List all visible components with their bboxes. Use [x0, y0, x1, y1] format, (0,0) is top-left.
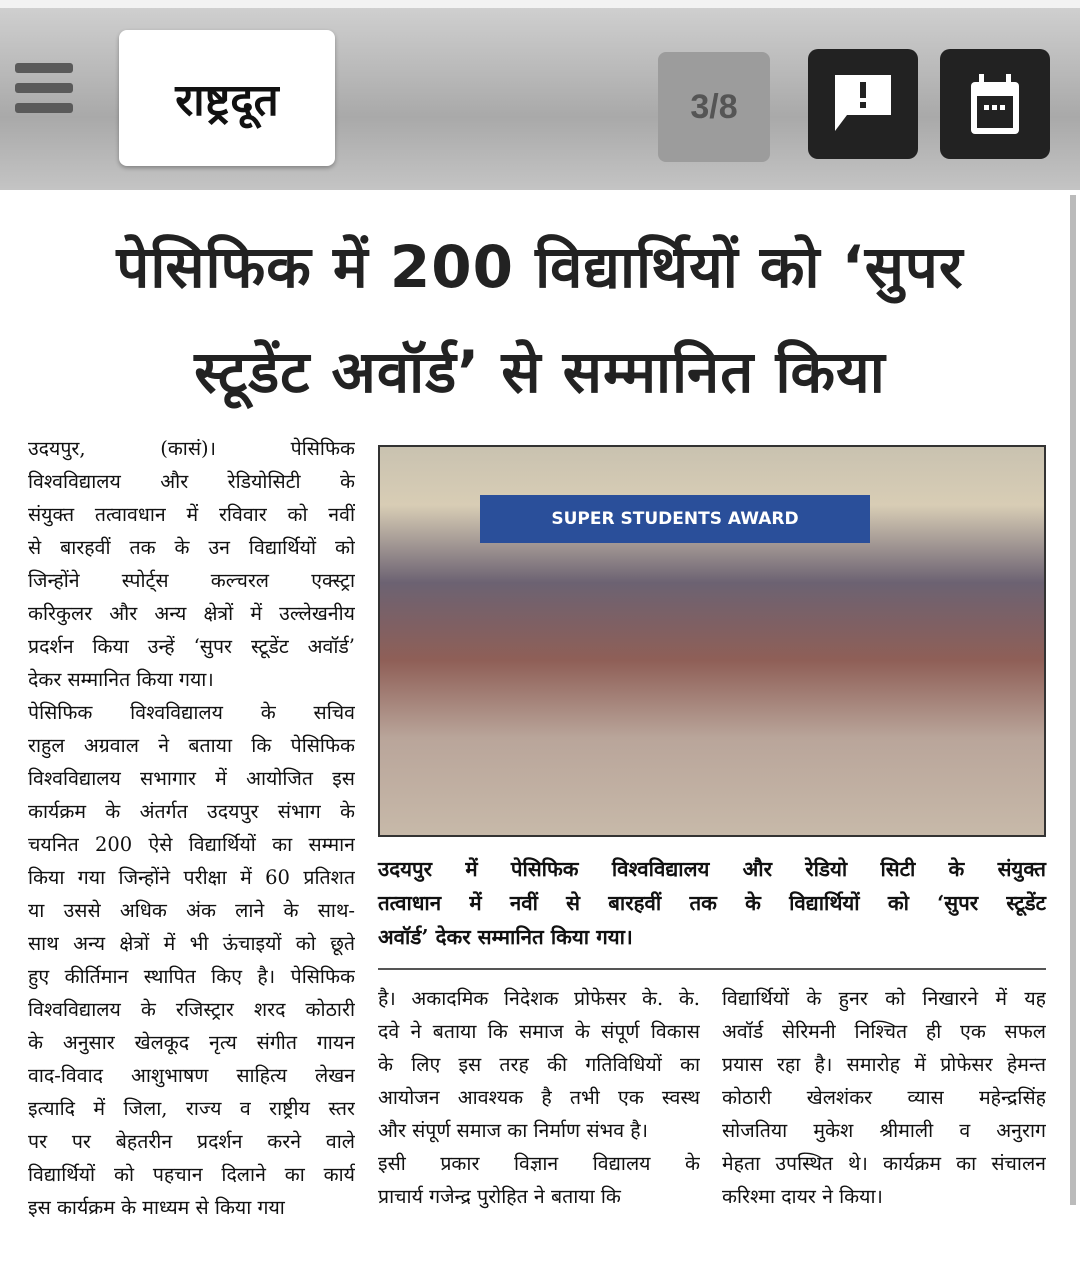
text-line: वाद-विवाद आशुभाषण साहित्य लेखन: [28, 1064, 355, 1087]
text-line: चयनित 200 ऐसे विद्यार्थियों का सम्मान: [28, 833, 355, 856]
newspaper-logo[interactable]: राष्ट्रदूत: [119, 30, 335, 166]
text-line: पेसिफिक विश्वविद्यालय के सचिव: [28, 701, 355, 724]
text-line: तत्वाधान में नवीं से बारहवीं तक के विद्यार्थियों को ‘सुपर स्टूडेंट: [378, 891, 1046, 915]
text-line: विद्यार्थियों के हुनर को निखारने में यह: [722, 987, 1046, 1010]
photo-banner: SUPER STUDENTS AWARD: [480, 495, 870, 543]
text-line: आयोजन आवश्यक है तभी एक स्वस्थ: [378, 1086, 700, 1109]
text-line: साथ अन्य क्षेत्रों में भी ऊंचाइयों को छूते: [28, 932, 355, 955]
text-line: और संपूर्ण समाज का निर्माण संभव है।: [378, 1119, 649, 1142]
text-line: जिन्होंने स्पोर्ट्स कल्चरल एक्स्ट्रा: [28, 569, 355, 592]
text-line: प्रदर्शन किया उन्हें ‘सुपर स्टूडेंट अवॉर्ड’: [28, 635, 355, 658]
hamburger-icon[interactable]: [15, 63, 73, 113]
text-line: प्राचार्य गजेन्द्र पुरोहित ने बताया कि: [378, 1185, 621, 1208]
text-line: देकर सम्मानित किया गया।: [28, 668, 214, 691]
article-photo: [378, 445, 1046, 837]
text-line: पर पर बेहतरीन प्रदर्शन करने वाले: [28, 1130, 355, 1153]
text-line: से बारहवीं तक के उन विद्यार्थियों को: [28, 536, 355, 559]
text-line: विश्वविद्यालय और रेडियोसिटी के: [28, 470, 355, 493]
calendar-button[interactable]: [940, 49, 1050, 159]
text-line: प्रयास रहा है। समारोह में प्रोफेसर हेमन्त: [722, 1053, 1046, 1076]
app-toolbar: [0, 0, 1080, 190]
article-column-1: [28, 432, 355, 1224]
text-line: के अनुसार खेलकूद नृत्य संगीत गायन: [28, 1031, 355, 1054]
text-line: संयुक्त तत्वावधान में रविवार को नवीं: [28, 503, 355, 526]
next-headline-cut: [0, 1240, 1068, 1263]
text-line: है। अकादमिक निदेशक प्रोफेसर के. के.: [378, 987, 700, 1010]
article-column-2: [378, 982, 700, 1213]
divider: [378, 968, 1046, 970]
text-line: मेहता उपस्थित थे। कार्यक्रम का संचालन: [722, 1152, 1046, 1175]
text-line: के लिए इस तरह की गतिविधियों का: [378, 1053, 700, 1076]
text-line: विश्वविद्यालय सभागार में आयोजित इस: [28, 767, 355, 790]
page-indicator[interactable]: 3/8: [658, 52, 770, 162]
text-line: करिकुलर और अन्य क्षेत्रों में उल्लेखनीय: [28, 602, 355, 625]
photo-caption: [378, 852, 1046, 954]
text-line: सोजतिया मुकेश श्रीमाली व अनुराग: [722, 1119, 1046, 1142]
text-line: किया गया जिन्होंने परीक्षा में 60 प्रतिशत: [28, 866, 355, 889]
text-line: विश्वविद्यालय के रजिस्ट्रार शरद कोठारी: [28, 998, 355, 1021]
text-line: या उससे अधिक अंक लाने के साथ-: [28, 899, 355, 922]
headline-line-2: स्टूडेंट अवॉर्ड’ से सम्मानित किया: [194, 338, 886, 406]
text-line: इसी प्रकार विज्ञान विद्यालय के: [378, 1152, 700, 1175]
text-line: कोठारी खेलशंकर व्यास महेन्द्रसिंह: [722, 1086, 1046, 1109]
text-line: इत्यादि में जिला, राज्य व राष्ट्रीय स्तर: [28, 1097, 355, 1120]
text-line: विद्यार्थियों को पहचान दिलाने का कार्य: [28, 1163, 355, 1186]
text-line: राहुल अग्रवाल ने बताया कि पेसिफिक: [28, 734, 355, 757]
scrollbar[interactable]: [1070, 195, 1076, 1205]
text-line: हुए कीर्तिमान स्थापित किए है। पेसिफिक: [28, 965, 355, 988]
text-line: करिश्मा दायर ने किया।: [722, 1185, 883, 1208]
text-line: उदयपुर, (कासं)। पेसिफिक: [28, 437, 355, 460]
text-line: कार्यक्रम के अंतर्गत उदयपुर संभाग के: [28, 800, 355, 823]
text-line: अवॉर्ड सेरिमनी निश्चित ही एक सफल: [722, 1020, 1046, 1043]
text-line: उदयपुर में पेसिफिक विश्वविद्यालय और रेडियो सिटी के संयुक्त: [378, 857, 1046, 881]
calendar-icon: [967, 72, 1023, 136]
feedback-alert-icon: [831, 71, 895, 137]
headline-line-1: पेसिफिक में 200 विद्यार्थियों को ‘सुपर: [116, 233, 964, 301]
article-column-3: [722, 982, 1046, 1213]
text-line: अवॉर्ड’ देकर सम्मानित किया गया।: [378, 925, 633, 949]
text-line: दवे ने बताया कि समाज के संपूर्ण विकास: [378, 1020, 700, 1043]
feedback-button[interactable]: [808, 49, 918, 159]
text-line: इस कार्यक्रम के माध्यम से किया गया: [28, 1196, 285, 1219]
